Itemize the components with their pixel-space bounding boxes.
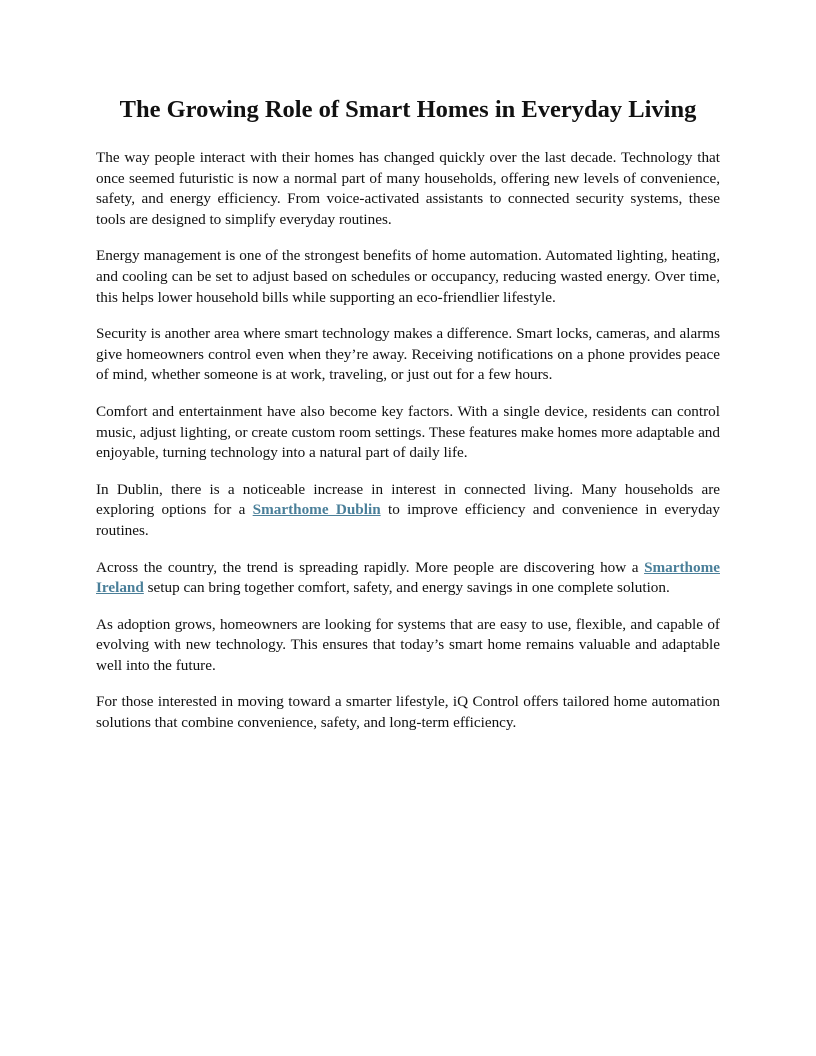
paragraph-adoption: As adoption grows, homeowners are looking for systems that are easy to use, flexible, and capable of evolving with new technology. This ensures that today’s smart home remains valuable and adaptable well into the future.: [96, 615, 720, 674]
paragraph-comfort: Comfort and entertainment have also become key factors. With a single device, residents can control music, adjust lighting, or create custom room settings. These features make homes more adaptable and enjoyable, turning technology into a natural part of daily life.: [96, 402, 720, 462]
paragraph-ireland-text-after: setup can bring together comfort, safety, and energy savings in one complete solution.: [143, 579, 670, 597]
smarthome-ireland-link[interactable]: Smarthome Ireland: [96, 558, 720, 597]
paragraph-conclusion: For those interested in moving toward a smarter lifestyle, iQ Control offers tailored home automation solutions that combine convenience, safety, and long-term efficiency.: [96, 693, 720, 732]
paragraph-ireland: [96, 558, 720, 599]
document-page: [96, 94, 720, 750]
page-title: The Growing Role of Smart Homes in Everyday Living: [119, 96, 697, 123]
paragraph-energy: Energy management is one of the strongest benefits of home automation. Automated lighting, heating, and cooling can be set to adjust based on schedules or occupancy, reducing wasted energy. Over time, this helps lower household bills while supporting an eco-friendlier lifestyle.: [96, 247, 720, 306]
paragraph-ireland-text-before: Across the country, the trend is spreading rapidly. More people are discovering how a: [96, 558, 645, 576]
paragraph-intro: The way people interact with their homes has changed quickly over the last decade. Technology that once seemed futuristic is now a normal part of many households, offering new levels of convenience, safety, and energy efficiency. From voice-activated assistants to connected security systems, these tools are designed to simplify everyday routines.: [96, 149, 720, 228]
paragraph-security: Security is another area where smart technology makes a difference. Smart locks, cameras, and alarms give homeowners control even when they’re away. Receiving notifications on a phone provides peace of mind, whether someone is at work, traveling, or just out for a few hours.: [96, 325, 720, 384]
paragraph-dublin-text-before: In Dublin, there is a noticeable increase in interest in connected living. Many households are exploring options for a: [96, 480, 720, 519]
smarthome-dublin-link[interactable]: Smarthome Dublin: [252, 501, 381, 519]
paragraph-dublin-text-after: to improve efficiency and convenience in everyday routines.: [96, 501, 721, 539]
paragraph-dublin: [96, 480, 720, 542]
